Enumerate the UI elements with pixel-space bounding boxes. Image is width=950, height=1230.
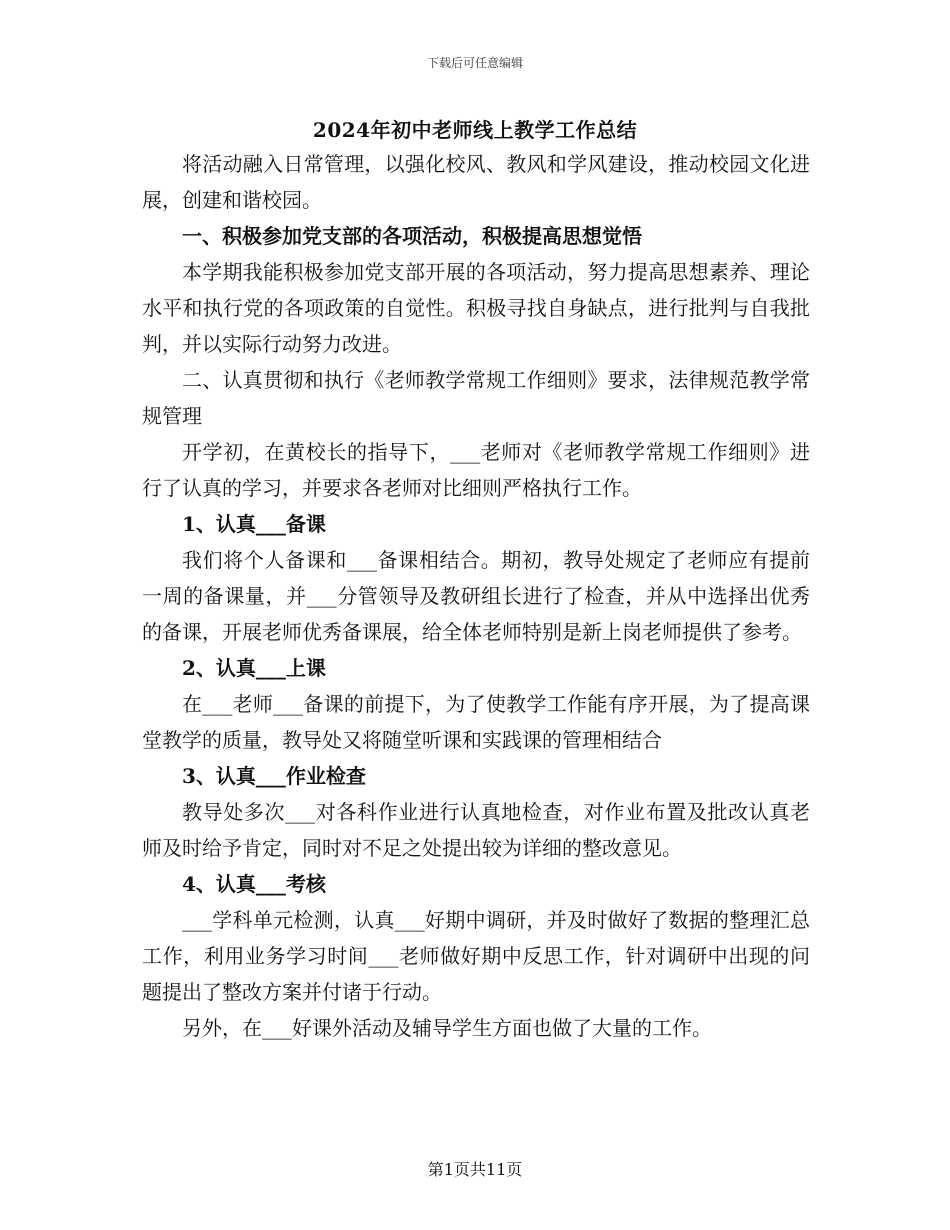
section-heading: 1、认真___备课 xyxy=(182,512,326,536)
document-body xyxy=(142,146,810,1046)
section-heading: 2、认真___上课 xyxy=(182,656,326,680)
paragraph: 本学期我能积极参加党支部开展的各项活动，努力提高思想素养、理论水平和执行党的各项政策的自觉性。积极寻找自身缺点，进行批判与自我批判，并以实际行动努力改进。 xyxy=(142,260,810,356)
paragraph: 我们将个人备课和___备课相结合。期初，教导处规定了老师应有提前一周的备课量，并___分管领导及教研组长进行了检查，并从中选择出优秀的备课，开展老师优秀备课展，给全体老师特别是新上岗老师提供了参考。 xyxy=(142,548,810,644)
paragraph: 在___老师___备课的前提下，为了使教学工作能有序开展，为了提高课堂教学的质量，教导处又将随堂听课和实践课的管理相结合 xyxy=(142,692,810,752)
section-heading: 3、认真___作业检查 xyxy=(182,764,366,788)
paragraph: ___学科单元检测，认真___好期中调研，并及时做好了数据的整理汇总工作，利用业务学习时间___老师做好期中反思工作，针对调研中出现的问题提出了整改方案并付诸于行动。 xyxy=(142,908,810,1004)
paragraph: 教导处多次___对各科作业进行认真地检查，对作业布置及批改认真老师及时给予肯定，同时对不足之处提出较为详细的整改意见。 xyxy=(142,800,810,860)
paragraph: 将活动融入日常管理，以强化校风、教风和学风建设，推动校园文化进展，创建和谐校园。 xyxy=(142,152,810,212)
page-number: 第1页共11页 xyxy=(427,1160,523,1179)
section-heading: 4、认真___考核 xyxy=(182,872,326,896)
paragraph: 开学初，在黄校长的指导下，___老师对《老师教学常规工作细则》进行了认真的学习，并要求各老师对比细则严格执行工作。 xyxy=(142,440,810,500)
document-title: 2024年初中老师线上教学工作总结 xyxy=(312,118,638,142)
page-header-note: 下载后可任意编辑 xyxy=(426,56,523,70)
paragraph: 另外，在___好课外活动及辅导学生方面也做了大量的工作。 xyxy=(182,1016,712,1040)
paragraph: 二、认真贯彻和执行《老师教学常规工作细则》要求，法律规范教学常规管理 xyxy=(142,368,810,428)
section-heading: 一、积极参加党支部的各项活动，积极提高思想觉悟 xyxy=(182,224,642,248)
